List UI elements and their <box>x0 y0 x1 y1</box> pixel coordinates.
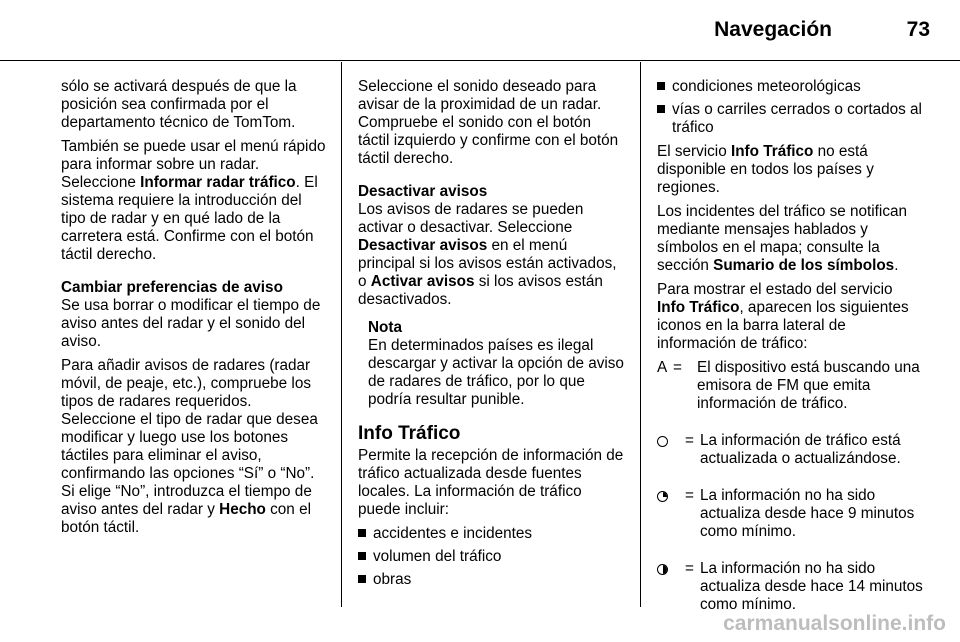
text-run: , aparecen los siguientes iconos en la barra lateral de información de tráfico: <box>657 299 909 352</box>
legend-equals: = <box>685 432 694 449</box>
legend-row <box>657 560 923 614</box>
bullet-icon <box>657 82 665 90</box>
column-divider <box>341 62 342 607</box>
paragraph <box>657 143 923 197</box>
column-3 <box>657 78 923 633</box>
list-item <box>358 571 624 589</box>
list-item-text: volumen del tráfico <box>373 548 502 565</box>
text-run: no está disponible en todos los países y regiones. <box>657 143 874 196</box>
text-run: Para mostrar el estado del servicio <box>657 281 893 298</box>
bullet-icon <box>358 575 366 583</box>
menu-term: Hecho <box>219 501 266 518</box>
paragraph: sólo se activará después de que la posición sea confirmada por el departamento técnico de TomTom. <box>61 78 297 131</box>
paragraph <box>358 201 624 309</box>
page-header <box>0 0 960 62</box>
legend-text: La información no ha sido actualiza desde hace 14 minutos como mínimo. <box>700 560 923 613</box>
page-number: 73 <box>906 18 930 41</box>
legend-row <box>657 359 923 413</box>
legend-equals: = <box>685 487 694 504</box>
legend-text: La información no ha sido actualiza desde hace 9 minutos como mínimo. <box>700 487 915 540</box>
section-title: Navegación <box>714 18 832 41</box>
bullet-list <box>358 525 624 589</box>
menu-term: Informar radar tráfico <box>140 174 296 191</box>
list-item <box>657 101 923 137</box>
subheading: Desactivar avisos <box>358 183 488 200</box>
text-run: . El sistema requiere la introducción del tipo de radar y en qué lado de la carretera está. Confirme con el botón táctil derecho. <box>61 174 318 263</box>
paragraph: Se usa borrar o modificar el tiempo de aviso antes del radar y el sonido del aviso. <box>61 297 321 350</box>
legend-row <box>657 487 923 541</box>
list-item-text: vías o carriles cerrados o cortados al tráfico <box>672 101 922 136</box>
status-quarter-circle-icon <box>657 487 685 541</box>
subheading: Cambiar preferencias de aviso <box>61 279 283 296</box>
section-heading: Info Tráfico <box>358 423 461 444</box>
paragraph <box>657 203 923 275</box>
legend-equals: = <box>685 560 694 577</box>
list-item-text: obras <box>373 571 412 588</box>
text-run: Los avisos de radares se pueden activar o desactivar. Seleccione <box>358 201 584 236</box>
list-item <box>657 78 923 96</box>
text-run: . <box>894 257 899 274</box>
text-run: si los avisos están desactivados. <box>358 273 603 308</box>
column-2 <box>358 78 624 595</box>
note-block <box>368 319 624 409</box>
menu-term: Activar avisos <box>370 273 475 290</box>
paragraph <box>61 138 327 264</box>
menu-term: Desactivar avisos <box>358 237 488 254</box>
paragraph <box>657 281 923 353</box>
bullet-icon <box>358 529 366 537</box>
menu-term: Info Tráfico <box>730 143 814 160</box>
bullet-list <box>657 78 923 137</box>
column-1 <box>61 78 327 543</box>
text-run: El servicio <box>657 143 731 160</box>
menu-term: Sumario de los símbolos <box>713 257 895 274</box>
watermark: carmanualsonline.info <box>723 612 946 635</box>
legend-equals: = <box>673 359 682 376</box>
legend-text: La información de tráfico está actualizada o actualizándose. <box>700 432 901 467</box>
paragraph: Seleccione el sonido deseado para avisar de la proximidad de un radar. Compruebe el sonido con el botón táctil izquierdo y confirme con el botón táctil derecho. <box>358 78 619 167</box>
paragraph: Permite la recepción de información de tráfico actualizada desde fuentes locales. La información de tráfico puede incluir: <box>358 447 624 518</box>
menu-term: Info Tráfico <box>657 299 740 316</box>
legend-symbol: A <box>657 359 668 376</box>
column-divider <box>640 62 641 607</box>
list-item <box>358 548 624 566</box>
status-empty-circle-icon <box>657 432 685 468</box>
list-item <box>358 525 624 543</box>
bullet-icon <box>358 552 366 560</box>
legend-row <box>657 432 923 468</box>
legend-text: El dispositivo está buscando una emisora de FM que emita información de tráfico. <box>697 359 920 412</box>
list-item-text: accidentes e incidentes <box>373 525 533 542</box>
text-run: en el menú principal si los avisos están activados, o <box>358 237 617 290</box>
note-title: Nota <box>368 319 402 336</box>
text-run: con el botón táctil. <box>61 501 311 536</box>
header-rule <box>0 60 960 61</box>
bullet-icon <box>657 105 665 113</box>
status-half-circle-icon <box>657 560 685 614</box>
paragraph <box>61 357 327 537</box>
text-run: Los incidentes del tráfico se notifican mediante mensajes hablados y símbolos en el mapa; consulte la sección <box>657 203 907 274</box>
text-run: Para añadir avisos de radares (radar móvil, de peaje, etc.), compruebe los tipos de radares requeridos. Seleccione el tipo de radar que desea modificar y luego use los botones táctiles para eliminar el aviso, confirmando las opciones “Sí” o “No”. Si elige “No”, introduzca el tiempo de aviso antes del radar y <box>61 357 318 518</box>
list-item-text: condiciones meteorológicas <box>672 78 861 95</box>
text-run: También se puede usar el menú rápido para informar sobre un radar. Seleccione <box>61 138 326 191</box>
note-text: En determinados países es ilegal descargar y activar la opción de aviso de radares de tráfico, por lo que podría resultar punible. <box>368 337 624 408</box>
